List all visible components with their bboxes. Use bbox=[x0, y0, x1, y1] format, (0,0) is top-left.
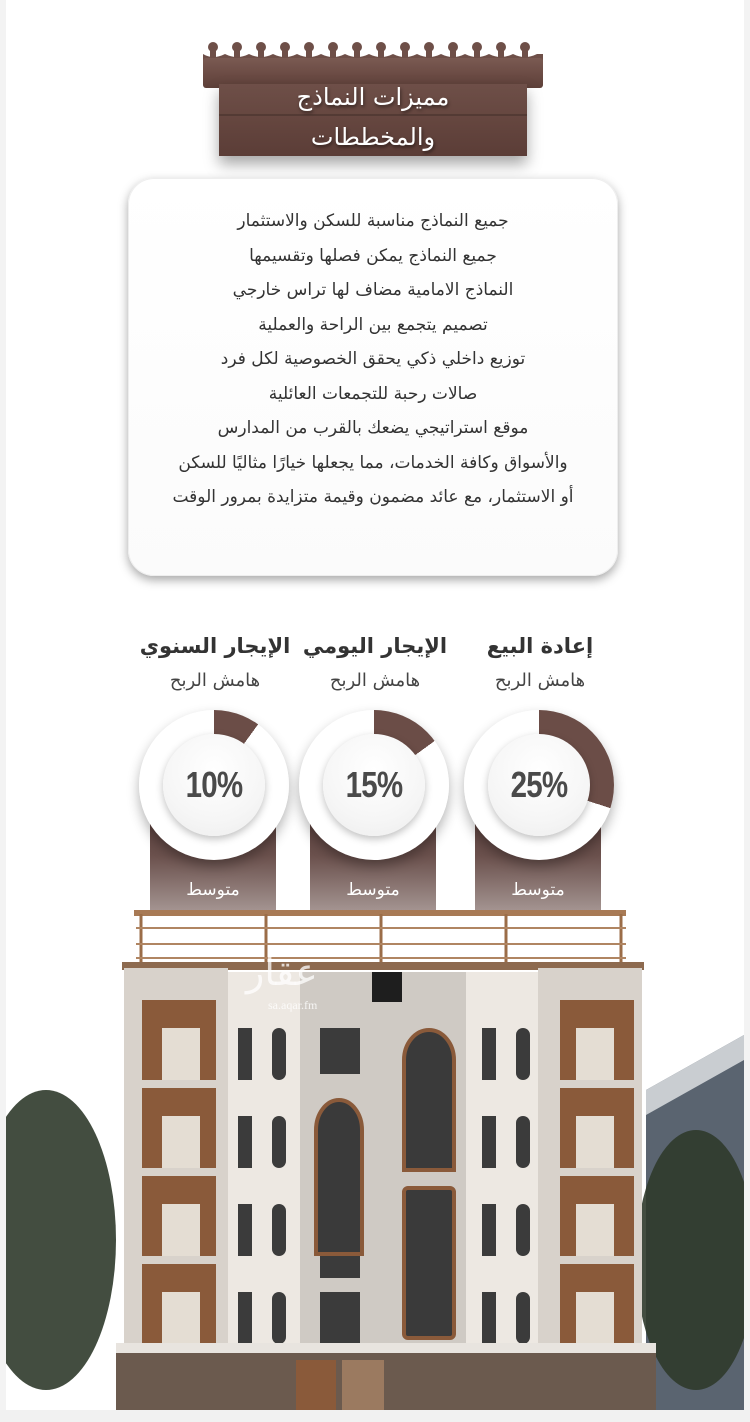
stat-tag-label: متوسط bbox=[346, 880, 400, 900]
donut-chart bbox=[139, 710, 289, 860]
stat-subtitle: هامش الربح bbox=[329, 670, 421, 691]
feature-item: صالات رحبة للتجمعات العائلية bbox=[268, 383, 478, 404]
stat-annual-rent bbox=[130, 630, 300, 910]
building-illustration bbox=[6, 910, 744, 1410]
stat-title: الإيجار السنوي bbox=[139, 634, 291, 658]
donut-chart bbox=[464, 710, 614, 860]
page-title-line2: والمخططات bbox=[310, 123, 436, 151]
donut-value: 10% bbox=[185, 764, 243, 805]
watermark-url: sa.aqar.fm bbox=[268, 998, 318, 1012]
bottom-border bbox=[0, 1410, 750, 1422]
stat-title: الإيجار اليومي bbox=[302, 634, 448, 658]
building-rendering bbox=[6, 910, 744, 1410]
feature-item: جميع النماذج يمكن فصلها وتقسيمها bbox=[249, 245, 497, 266]
feature-item: جميع النماذج مناسبة للسكن والاستثمار bbox=[237, 211, 509, 231]
stat-title: إعادة البيع bbox=[486, 634, 594, 658]
donut-center bbox=[163, 734, 265, 836]
feature-item: تصميم يتجمع بين الراحة والعملية bbox=[258, 314, 488, 335]
feature-item: توزيع داخلي ذكي يحقق الخصوصية لكل فرد bbox=[220, 349, 526, 369]
header-plank bbox=[203, 40, 543, 160]
donut-chart bbox=[299, 710, 449, 860]
watermark-logo: عقار bbox=[246, 950, 318, 994]
stat-subtitle: هامش الربح bbox=[494, 670, 586, 691]
features-card bbox=[128, 178, 618, 576]
donut-value: 25% bbox=[510, 764, 568, 805]
stat-tag-label: متوسط bbox=[186, 880, 240, 900]
feature-item: أو الاستثمار، مع عائد مضمون وقيمة متزايدة بمرور الوقت bbox=[172, 487, 574, 507]
stat-resale bbox=[455, 630, 625, 910]
donut-center bbox=[323, 734, 425, 836]
stat-daily-rent bbox=[290, 630, 460, 910]
features-list bbox=[128, 204, 618, 515]
feature-item: موقع استراتيجي يضعك بالقرب من المدارس bbox=[217, 418, 529, 438]
donut-center bbox=[488, 734, 590, 836]
stat-tag-label: متوسط bbox=[511, 880, 565, 900]
stat-subtitle: هامش الربح bbox=[169, 670, 261, 691]
page-title-line1: مميزات النماذج bbox=[296, 83, 450, 111]
donut-value: 15% bbox=[345, 764, 403, 805]
feature-item: النماذج الامامية مضاف لها تراس خارجي bbox=[232, 280, 514, 300]
feature-item: والأسواق وكافة الخدمات، مما يجعلها خيارًا مثاليًا للسكن bbox=[178, 452, 568, 473]
